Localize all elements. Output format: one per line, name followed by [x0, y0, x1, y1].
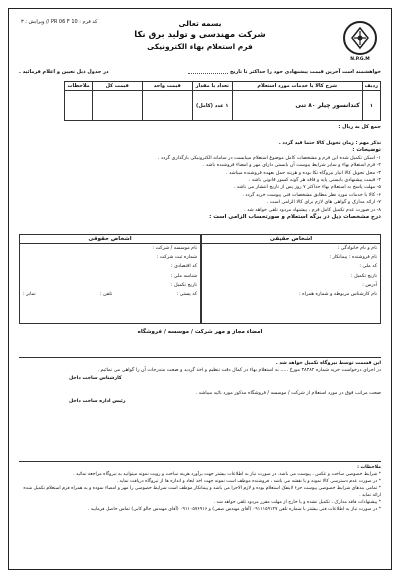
col-quantity: تعداد یا مقدار	[192, 82, 232, 91]
instruction-item: ۵- مهلت پاسخ به استعلام بهاء حداکثر ۷ روز پس از تاریخ انتشار می باشد .	[233, 185, 381, 191]
legal-entities-box	[19, 234, 201, 324]
company-name: شرکت مهندسی و تولید برق نکا	[134, 30, 266, 40]
cell-description: کندانسور چیلر ۸۰ تنی	[232, 91, 362, 121]
natural-title: اشخاص حقیقی	[202, 235, 380, 244]
expert-signature: کارشناس ساخت داخل	[69, 375, 122, 381]
head-signature: رئیس اداره ساخت داخل	[69, 398, 126, 404]
legal-title: اشخاص حقوقی	[20, 235, 200, 244]
instructions	[19, 140, 381, 221]
cell-total-price[interactable]	[92, 91, 142, 121]
natural-line[interactable]: نام فروشنده : پیمانکار :	[329, 255, 377, 261]
total-label: جمع کل به ریال :	[338, 124, 381, 130]
cell-row-num: ۱	[362, 91, 380, 121]
instruction-item: ۶- کالا یا خدمات مورد نظر مطابق مشخصات فنی پیوست خرید گردد .	[242, 192, 381, 198]
natural-line[interactable]: آدرس :	[362, 282, 377, 288]
remarks-section	[19, 461, 381, 513]
col-description: شرح کالا یا خدمات مورد استعلام	[232, 82, 362, 91]
instruction-item: ۸- در صورت عدم تکمیل کامل فرم ، پیشنهاد مردود تلقی خواهد شد .	[244, 207, 381, 213]
remark-item: * تمامی بندهای شرایط خصوصی پیوست جزء لاینفک استعلام بوده و لازم الاجرا می باشد و پیمانکار موظف است شرایط خصوصی را مهر و امضاء نموده و به همراه فرم استعلام تکمیل شده ارائه نماید .	[23, 486, 381, 498]
basmala: بسمه تعالی	[178, 19, 222, 28]
instructions-title: توضیحات :	[352, 147, 381, 154]
natural-line[interactable]: تاریخ تکمیل :	[350, 273, 377, 279]
instruction-item: ۳- محل تحویل کالا انبار نیروگاه نکا بوده و هزینه حمل بعهده فروشنده میباشد .	[226, 170, 381, 176]
col-row: ردیف	[362, 82, 380, 91]
remark-item: * در صورت نیاز به اطلاعات فنی بیشتر با شماره تلفن ۰۹۱۱۱۵۹۱۲۷ (آقای مهندس صفی) و ۰۹۱۱۰۵۷۶۹۱۶ (آقای مهندس جالو کابی) تماس حاصل فرمایید .	[87, 507, 381, 512]
table-row	[65, 91, 381, 121]
legal-line[interactable]: شناسه ملی :	[170, 273, 197, 279]
postal-code-label[interactable]: کد پستی :	[176, 292, 197, 298]
remark-item: * شرایط خصوصی ساخت و عکس ، پیوست می باشد. در صورت نیاز به اطلاعات بیشتر جهت برآورد هزینه ساخت و رویت نمونه میتوانید به نیروگاه مراجعه نمائید .	[73, 472, 381, 477]
cell-unit-price[interactable]	[142, 91, 192, 121]
phone-label[interactable]: تلفن :	[100, 292, 113, 298]
form-page	[8, 8, 392, 570]
plant-line: در اجرای درخواست خرید شماره ۳۸۳۸۲ مورخ ..... به استعلام بهاء در کمال دقت تنظیم و اخذ گردید و صحت مندرجات آن را گواهی می نمائیم .	[97, 368, 381, 374]
remark-item: * در صورت عدم دسترسی کالا نمونه و یا نقشه می باشد ، فروشنده موظف است نمونه جهت اخذ ابعاد و اندازه ها از نیروگاه دریافت نماید .	[116, 479, 381, 484]
legal-contact-line	[20, 290, 200, 299]
instruction-item: ۱- اسکن تکمیل شده این فرم و مشخصات کامل موضوع استعلام میبایست در سامانه الکترونیکی بارگذاری گردد .	[157, 155, 381, 161]
natural-persons-box	[201, 234, 381, 324]
col-unit-price: قیمت واحد	[142, 82, 192, 91]
fax-label[interactable]: نمابر :	[23, 292, 36, 298]
form-titles	[9, 19, 391, 51]
col-remarks: ملاحظات	[65, 82, 92, 91]
legal-line[interactable]: نام موسسه / شرکت :	[152, 246, 197, 251]
legal-line[interactable]: کد اقتصادی :	[170, 264, 197, 270]
legal-line[interactable]: شماره ثبت شرکت :	[156, 255, 197, 261]
items-table	[64, 81, 381, 121]
form-code: کد فرم : PR 06 F 10 // ویرایش : ۳	[21, 19, 98, 25]
logo-text: N.P.G.M	[350, 57, 370, 62]
delivery-note: تذکر مهم : زمان تحویل کالا حتما قید گردد .	[278, 141, 381, 146]
instruction-item: ۷- ارائه مدارک و گواهی های لازم برای کالا الزامی است .	[266, 200, 381, 206]
cell-quantity: ۱ عدد (کامل)	[192, 91, 232, 121]
remark-item: * پیشنهادات فاقد مدارک ، تکمیل نشده و یا خارج از مهلت مقرر مردود تلقی خواهد شد .	[213, 500, 381, 505]
table-header-row	[65, 82, 381, 91]
request-line	[19, 69, 381, 75]
date-blank	[188, 70, 228, 74]
form-title: فرم استعلام بهاء الکترونیکی	[147, 42, 253, 51]
remarks-title: ملاحظات :	[357, 465, 381, 470]
instruction-item: ۴- قیمت پیشنهادی بایستی پایه و فاقد هر گونه کسور قانونی باشد .	[248, 178, 381, 184]
plant-line: صحت مراتب فوق در مورد استعلام از شرکت / موسسه / فروشگاه مذکور مورد تائید میباشد .	[195, 391, 381, 397]
natural-line[interactable]: نام و نام خانوادگی :	[337, 246, 377, 251]
party-boxes	[19, 234, 381, 324]
request-right-note: در جدول ذیل تعیین و اعلام فرمائید .	[19, 69, 109, 75]
legal-line[interactable]: تاریخ تکمیل :	[170, 282, 197, 288]
stamp-signature-label: امضاء مجاز و مهر شرکت / موسسه / فروشگاه	[137, 329, 263, 335]
plant-section-title: این قسمت توسط نیروگاه تکمیل خواهد شد .	[275, 361, 381, 366]
natural-line[interactable]: نام کارشناس مربوطه و شماره همراه :	[299, 292, 377, 298]
instruction-item: ۲- فرم استعلام بهاء و سایر شرایط پیوست آن بایستی دارای مهر و امضاء فروشنده باشد .	[202, 163, 381, 169]
request-title: خواهشمند است آخرین قیمت پیشنهادی خود را حداکثر تا تاریخ	[229, 69, 381, 75]
natural-line[interactable]: کد ملی :	[359, 264, 377, 270]
col-total-price: قیمت کل	[92, 82, 142, 91]
parties-title: درج مشخصات ذیل در برگه استعلام و صورتحساب الزامی است :	[209, 214, 381, 221]
plant-section	[19, 357, 381, 459]
cell-remarks[interactable]	[65, 91, 92, 121]
